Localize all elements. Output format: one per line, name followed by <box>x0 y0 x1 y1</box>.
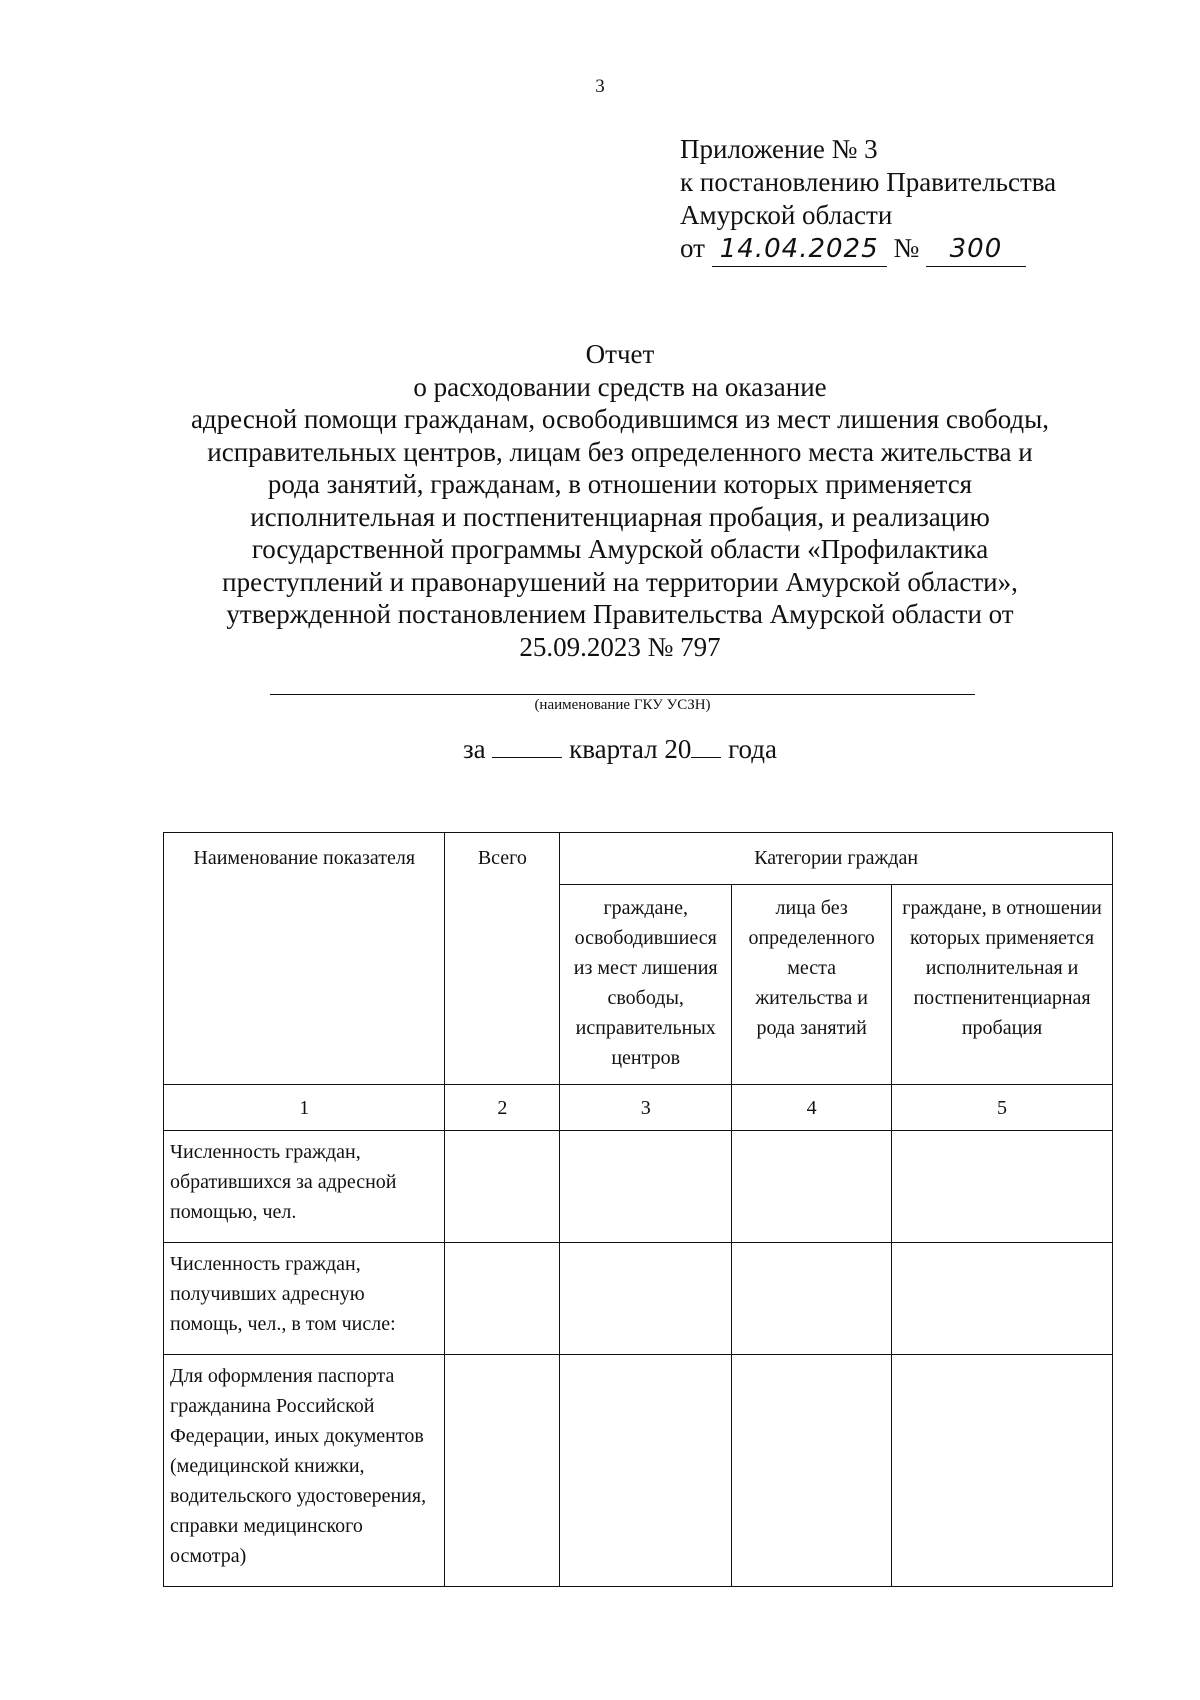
title-line: утвержденной постановлением Правительства Амурской области от <box>226 599 1014 629</box>
empty-cell <box>732 1131 892 1243</box>
row-label: Численность граждан, получивших адресную помощь, чел., в том числе: <box>164 1243 445 1355</box>
empty-cell <box>560 1355 732 1587</box>
report-heading: Отчет <box>585 339 655 369</box>
period-middle: квартал 20 <box>569 734 692 764</box>
table-row <box>164 1243 1113 1355</box>
header-category-homeless: лица без определенного места жительства и рода занятий <box>732 885 892 1085</box>
header-total: Всего <box>445 833 560 1085</box>
handwritten-date: 14.04.2025 <box>712 233 887 267</box>
column-number: 5 <box>892 1085 1113 1131</box>
empty-cell <box>445 1131 560 1243</box>
period-prefix: за <box>463 734 486 764</box>
empty-cell <box>892 1355 1113 1587</box>
title-line: адресной помощи гражданам, освободившимся из мест лишения свободы, <box>190 404 1050 434</box>
title-line: рода занятий, гражданам, в отношении которых применяется <box>267 469 973 499</box>
appendix-line-3: Амурской области <box>680 200 893 230</box>
title-line: преступлений и правонарушений на территории Амурской области», <box>222 566 1018 597</box>
handwritten-number: 300 <box>926 233 1026 267</box>
column-number: 4 <box>732 1085 892 1131</box>
column-number: 3 <box>560 1085 732 1131</box>
org-caption: (наименование ГКУ УСЗН) <box>534 697 711 713</box>
title-line: государственной программы Амурской области «Профилактика <box>251 534 989 564</box>
page-number: 3 <box>595 76 605 97</box>
empty-cell <box>445 1355 560 1587</box>
year-blank <box>691 735 721 758</box>
appendix-date-line <box>680 232 1056 267</box>
title-line: исправительных центров, лицам без определенного места жительства и <box>207 436 1033 467</box>
header-category-probation: граждане, в отношении которых применяется исполнительная и постпенитенциарная пробация <box>892 885 1113 1085</box>
header-indicator-name: Наименование показателя <box>164 833 445 1085</box>
report-title <box>100 338 1140 663</box>
title-line: о расходовании средств на оказание <box>413 371 827 402</box>
reporting-period <box>0 734 1200 765</box>
quarter-blank <box>492 735 562 758</box>
title-line: исполнительная и постпенитенциарная пробация, и реализацию <box>250 501 990 532</box>
empty-cell <box>445 1243 560 1355</box>
appendix-line-2: к постановлению Правительства <box>680 167 1057 197</box>
header-category-released: граждане, освободившиеся из мест лишения свободы, исправительных центров <box>560 885 732 1085</box>
empty-cell <box>892 1243 1113 1355</box>
appendix-line-1: Приложение № 3 <box>680 134 878 164</box>
header-categories: Категории граждан <box>560 833 1113 885</box>
table-row <box>164 1131 1113 1243</box>
table-row <box>164 1355 1113 1587</box>
empty-cell <box>560 1243 732 1355</box>
empty-cell <box>732 1243 892 1355</box>
period-suffix: года <box>728 734 777 764</box>
column-number: 1 <box>164 1085 445 1131</box>
empty-cell <box>732 1355 892 1587</box>
row-label: Численность граждан, обратившихся за адресной помощью, чел. <box>164 1131 445 1243</box>
date-prefix: от <box>680 233 705 263</box>
title-line: 25.09.2023 № 797 <box>519 631 721 662</box>
report-table <box>163 832 1113 1587</box>
row-label: Для оформления паспорта гражданина Российской Федерации, иных документов (медицинской книжки, водительского удостоверения, справки медицинского осмотра) <box>164 1355 445 1587</box>
column-number: 2 <box>445 1085 560 1131</box>
org-name-blank-line <box>270 694 975 695</box>
number-prefix: № <box>893 233 920 263</box>
empty-cell <box>560 1131 732 1243</box>
empty-cell <box>892 1131 1113 1243</box>
appendix-block <box>680 133 1056 267</box>
